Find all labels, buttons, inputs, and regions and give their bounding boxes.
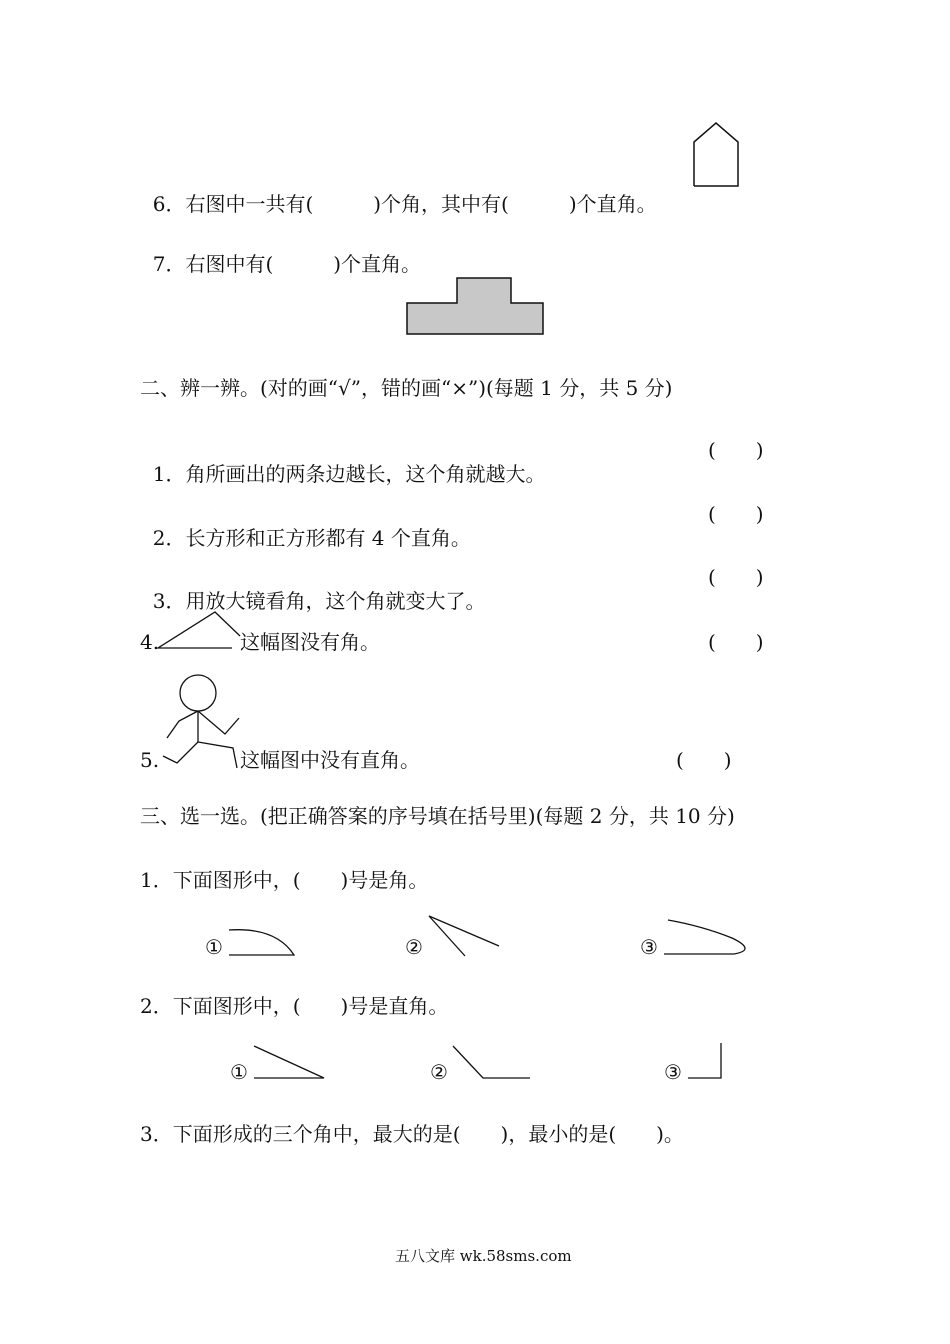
angle-figure-item-4: [155, 608, 245, 653]
answer-blank-4[interactable]: ( ): [708, 630, 764, 654]
choice-question-3: 3．下面形成的三个角中，最大的是( )，最小的是( )。: [140, 1122, 684, 1146]
judge-item-5-text: 这幅图中没有直角。: [240, 748, 420, 772]
judge-item-2: [140, 502, 471, 550]
q1-option-2-figure: [425, 912, 505, 960]
q2-option-1-figure: [250, 1042, 330, 1082]
judge-item-1: [140, 438, 545, 486]
answer-blank-3[interactable]: ( ): [708, 565, 764, 589]
q2-option-1-label: ①: [230, 1060, 248, 1084]
judge-item-5-number: 5.: [140, 748, 160, 772]
judge-item-1-text: 角所画出的两条边越长，这个角就越大。: [185, 462, 546, 486]
choice-question-2: 2．下面图形中，( )号是直角。: [140, 994, 449, 1018]
judge-item-4-number: 4.: [140, 630, 160, 654]
judge-item-2-number: 2．: [152, 526, 186, 550]
answer-blank-1[interactable]: ( ): [708, 438, 764, 462]
q1-option-3-figure: [662, 916, 752, 960]
answer-blank-5[interactable]: ( ): [676, 748, 732, 772]
judge-item-1-number: 1．: [152, 462, 186, 486]
answer-blank-2[interactable]: ( ): [708, 502, 764, 526]
judge-item-3-text: 用放大镜看角，这个角就变大了。: [185, 589, 486, 613]
q1-option-3-label: ③: [640, 935, 658, 959]
section-3-heading: 三、选一选。(把正确答案的序号填在括号里)(每题 2 分，共 10 分): [140, 804, 735, 828]
choice-question-1: 1．下面图形中，( )号是角。: [140, 868, 429, 892]
q2-option-3-figure: [685, 1040, 727, 1082]
question-7-text: 右图中有( )个直角。: [185, 252, 422, 276]
question-6: [140, 168, 657, 216]
step-shape-figure: [400, 270, 560, 340]
section-2-heading: 二、辨一辨。(对的画“√”，错的画“×”)(每题 1 分，共 5 分): [140, 376, 673, 400]
q2-option-2-label: ②: [430, 1060, 448, 1084]
question-7: [140, 228, 421, 276]
question-7-number: 7．: [152, 252, 186, 276]
question-6-number: 6．: [152, 192, 186, 216]
q1-option-1-figure: [226, 922, 298, 962]
question-6-text: 右图中一共有( )个角，其中有( )个直角。: [185, 192, 657, 216]
judge-item-2-text: 长方形和正方形都有 4 个直角。: [185, 526, 471, 550]
stick-figure: [155, 670, 245, 775]
q1-option-2-label: ②: [405, 935, 423, 959]
house-shape-figure: [690, 120, 742, 190]
judge-item-3-number: 3．: [152, 589, 186, 613]
footer-watermark: 五八文库 wk.58sms.com: [395, 1247, 572, 1265]
q1-option-1-label: ①: [205, 935, 223, 959]
judge-item-4-text: 这幅图没有角。: [240, 630, 380, 654]
judge-item-3: [140, 565, 485, 613]
q2-option-3-label: ③: [664, 1060, 682, 1084]
q2-option-2-figure: [450, 1042, 534, 1082]
